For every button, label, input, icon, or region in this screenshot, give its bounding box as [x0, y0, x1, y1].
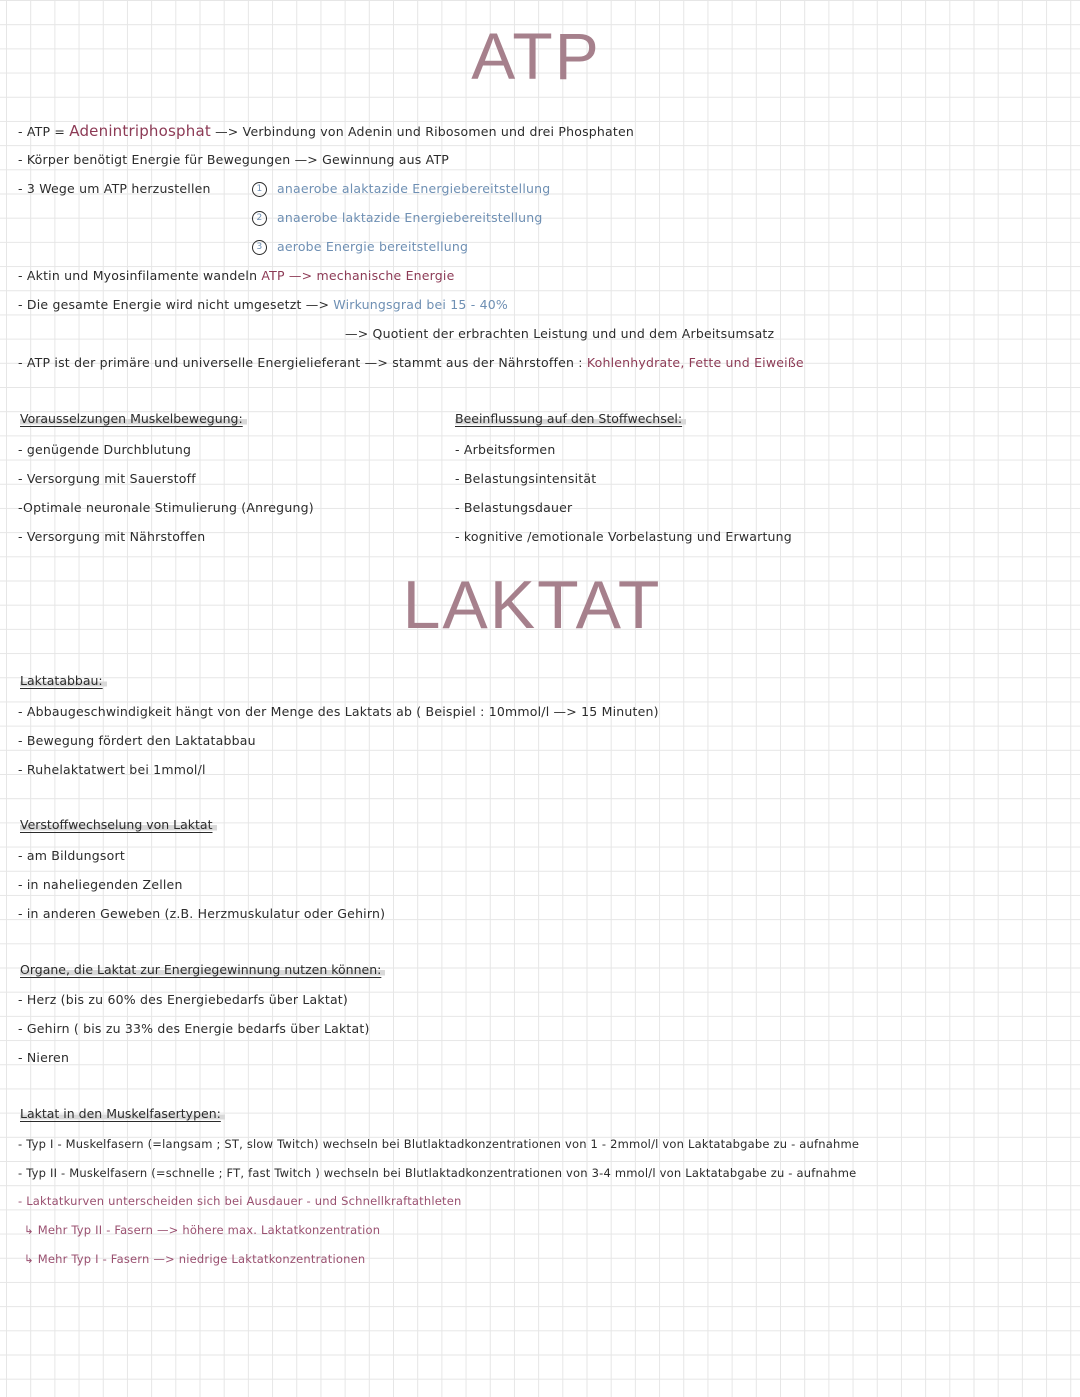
- list-item: ↳ Mehr Typ II - Fasern —> höhere max. Laktatkonzentration: [24, 1223, 381, 1237]
- title-laktat: LAKTAT: [402, 567, 662, 643]
- list-item: - Herz (bis zu 60% des Energiebedarfs über Laktat): [18, 992, 348, 1007]
- atp-way-2: 2 anaerobe laktazide Energiebereitstellung: [252, 209, 543, 227]
- list-item: - Nieren: [18, 1050, 70, 1065]
- list-item: - Versorgung mit Nährstoffen: [18, 529, 206, 544]
- list-item: - Gehirn ( bis zu 33% des Energie bedarfs über Laktat): [18, 1021, 370, 1036]
- number-circle-icon: 2: [252, 211, 267, 226]
- atp-line-7: - ATP ist der primäre und universelle Energielieferant —> stammt aus der Nährstoffen : Kohlenhydrate, Fette und Eiweiße: [18, 355, 804, 370]
- list-item: - genügende Durchblutung: [18, 442, 192, 457]
- list-item: - in naheliegenden Zellen: [18, 877, 183, 892]
- list-item: - Bewegung fördert den Laktatabbau: [18, 733, 256, 748]
- atp-line-1: - ATP = Adenintriphosphat —> Verbindung von Adenin und Ribosomen und drei Phosphaten: [18, 122, 635, 140]
- heading-laktatabbau: Laktatabbau:: [20, 673, 107, 688]
- list-item: - in anderen Geweben (z.B. Herzmuskulatur oder Gehirn): [18, 906, 386, 921]
- list-item: ↳ Mehr Typ I - Fasern —> niedrige Laktatkonzentrationen: [24, 1252, 366, 1266]
- list-item: - Versorgung mit Sauerstoff: [18, 471, 196, 486]
- list-item: -Optimale neuronale Stimulierung (Anregung): [18, 500, 314, 515]
- title-atp: ATP: [471, 19, 601, 93]
- heading-verstoffwechselung: Verstoffwechselung von Laktat: [20, 817, 217, 832]
- list-item: - Ruhelaktatwert bei 1mmol/l: [18, 762, 206, 777]
- heading-beeinflussung: Beeinflussung auf den Stoffwechsel:: [455, 411, 686, 426]
- list-item: - Laktatkurven unterscheiden sich bei Ausdauer - und Schnellkraftathleten: [18, 1194, 462, 1208]
- number-circle-icon: 3: [252, 240, 267, 255]
- atp-line-6: —> Quotient der erbrachten Leistung und und dem Arbeitsumsatz: [345, 326, 775, 341]
- atp-line-5: - Die gesamte Energie wird nicht umgesetzt —> Wirkungsgrad bei 15 - 40%: [18, 297, 508, 312]
- heading-organe: Organe, die Laktat zur Energiegewinnung nutzen können:: [20, 962, 385, 977]
- list-item: - Arbeitsformen: [455, 442, 556, 457]
- list-item: - kognitive /emotionale Vorbelastung und Erwartung: [455, 529, 792, 544]
- list-item: - Typ I - Muskelfasern (=langsam ; ST, slow Twitch) wechseln bei Blutlaktadkonzentrationen von 1 - 2mmol/l von Laktatabgabe zu - aufnahme: [18, 1137, 860, 1151]
- atp-way-3: 3 aerobe Energie bereitstellung: [252, 238, 468, 256]
- heading-voraussetzungen: Vorausselzungen Muskelbewegung:: [20, 411, 247, 426]
- list-item: - Typ II - Muskelfasern (=schnelle ; FT, fast Twitch ) wechseln bei Blutlaktadkonzentrationen von 3-4 mmol/l von Laktatabgabe zu - aufnahme: [18, 1166, 857, 1180]
- heading-fasertypen: Laktat in den Muskelfasertypen:: [20, 1106, 225, 1121]
- atp-line-3: - 3 Wege um ATP herzustellen: [18, 181, 211, 196]
- number-circle-icon: 1: [252, 182, 267, 197]
- list-item: - Belastungsintensität: [455, 471, 597, 486]
- list-item: - Abbaugeschwindigkeit hängt von der Menge des Laktats ab ( Beispiel : 10mmol/l —> 15 Minuten): [18, 704, 659, 719]
- list-item: - am Bildungsort: [18, 848, 125, 863]
- atp-line-4: - Aktin und Myosinfilamente wandeln ATP —> mechanische Energie: [18, 268, 455, 283]
- atp-way-1: 1 anaerobe alaktazide Energiebereitstellung: [252, 180, 550, 198]
- list-item: - Belastungsdauer: [455, 500, 573, 515]
- atp-line-2: - Körper benötigt Energie für Bewegungen —> Gewinnung aus ATP: [18, 152, 450, 167]
